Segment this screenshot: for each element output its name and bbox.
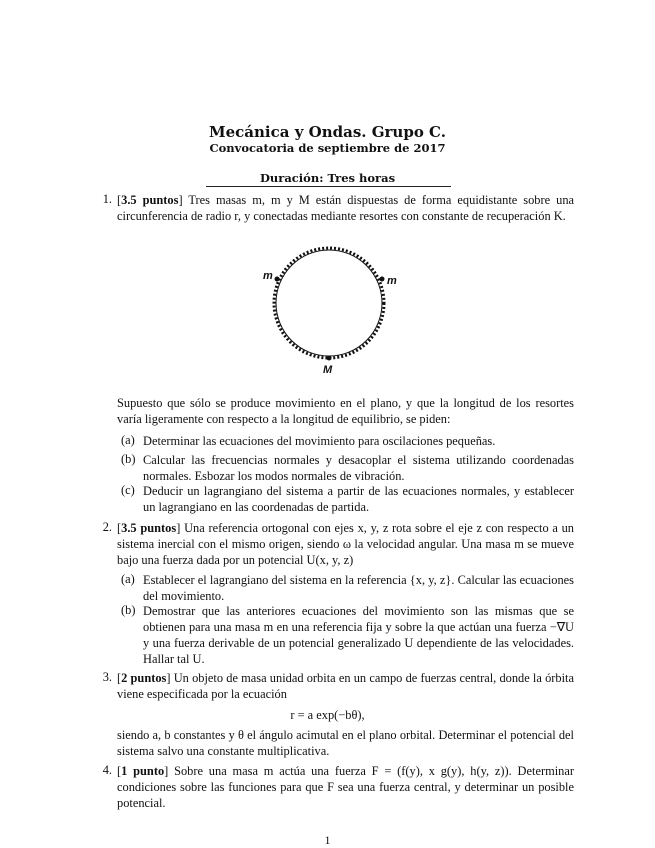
mass-right xyxy=(380,277,385,282)
mass-bottom xyxy=(327,356,332,361)
spring-ring-figure xyxy=(250,245,410,380)
exam-duration: Duración: Tres horas xyxy=(259,171,396,185)
q3-intro: Un objeto de masa unidad orbita en un campo de fuerzas central, donde la órbita viene especificada por la ecuación xyxy=(117,671,574,701)
q3-number: 3. xyxy=(102,670,112,684)
q1b-label: (b) xyxy=(121,452,136,466)
q2b-text: Demostrar que las anteriores ecuaciones del movimiento son las mismas que se obtienen para una masa m en una referencia fija y sobre la que actúan una fuerza −∇U y una fuerza derivable de un potencial generalizado U dependiente de las velocidades. Hallar tal U. xyxy=(143,604,574,666)
q1b-text: Calcular las frecuencias normales y desacoplar el sistema utilizando coordenadas normales. Esbozar los modos normales de vibración. xyxy=(143,453,574,483)
label-mass-bottom: M xyxy=(323,364,333,376)
exam-subtitle: Convocatoria de septiembre de 2017 xyxy=(209,141,446,155)
q1-lead-block xyxy=(117,395,574,427)
q4-number: 4. xyxy=(102,763,112,777)
page-number: 1 xyxy=(324,833,331,847)
q3-points: [2 puntos] xyxy=(117,671,171,685)
q1-number: 1. xyxy=(102,192,112,206)
q3-equation: r = a exp(−bθ), xyxy=(290,708,365,722)
q1-points: [3.5 puntos] xyxy=(117,193,183,207)
q2-number: 2. xyxy=(102,520,112,534)
q3-after: siendo a, b constantes y θ el ángulo acimutal en el plano orbital. Determinar el potencial del sistema salvo una constante multiplicativa. xyxy=(117,728,574,758)
q1a-text: Determinar las ecuaciones del movimiento para oscilaciones pequeñas. xyxy=(143,434,496,448)
ring-inner xyxy=(276,250,382,356)
q4-intro: Sobre una masa m actúa una fuerza F = (f(y), x g(y), h(y, z)). Determinar condiciones sobre las funciones para que F sea una fuerza central, y determinar un posible potencial. xyxy=(117,764,574,810)
q1-intro-block xyxy=(117,192,574,224)
q2-points: [3.5 puntos] xyxy=(117,521,181,535)
q4-points: [1 punto] xyxy=(117,764,169,778)
q1-lead: Supuesto que sólo se produce movimiento en el plano, y que la longitud de los resortes varía ligeramente con respecto a la longitud de equilibrio, se piden: xyxy=(117,396,574,426)
q2-intro: Una referencia ortogonal con ejes x, y, z rota sobre el eje z con respecto a un sistema inercial con el mismo origen, siendo ω la velocidad angular. Una masa m se mueve bajo una fuerza dada por un potencial U(x, y, z) xyxy=(117,521,575,567)
spring-ring xyxy=(274,248,384,358)
mass-left xyxy=(275,277,280,282)
q2a-label: (a) xyxy=(121,572,135,586)
q1c-label: (c) xyxy=(121,483,135,497)
q1c-text: Deducir un lagrangiano del sistema a partir de las ecuaciones normales, y establecer un lagrangiano en las coordenadas de partida. xyxy=(143,484,574,514)
label-mass-right: m xyxy=(387,275,397,287)
label-mass-left: m xyxy=(263,270,273,282)
duration-underline xyxy=(206,186,451,187)
page-title: Mecánica y Ondas. Grupo C. xyxy=(209,123,446,141)
q1-intro: Tres masas m, m y M están dispuestas de forma equidistante sobre una circunferencia de radio r, y conectadas mediante resortes con constante de recuperación K. xyxy=(117,193,575,223)
q2b-label: (b) xyxy=(121,603,136,617)
q2a-text: Establecer el lagrangiano del sistema en la referencia {x, y, z}. Calcular las ecuaciones del movimiento. xyxy=(143,573,574,603)
q1a-label: (a) xyxy=(121,433,135,447)
